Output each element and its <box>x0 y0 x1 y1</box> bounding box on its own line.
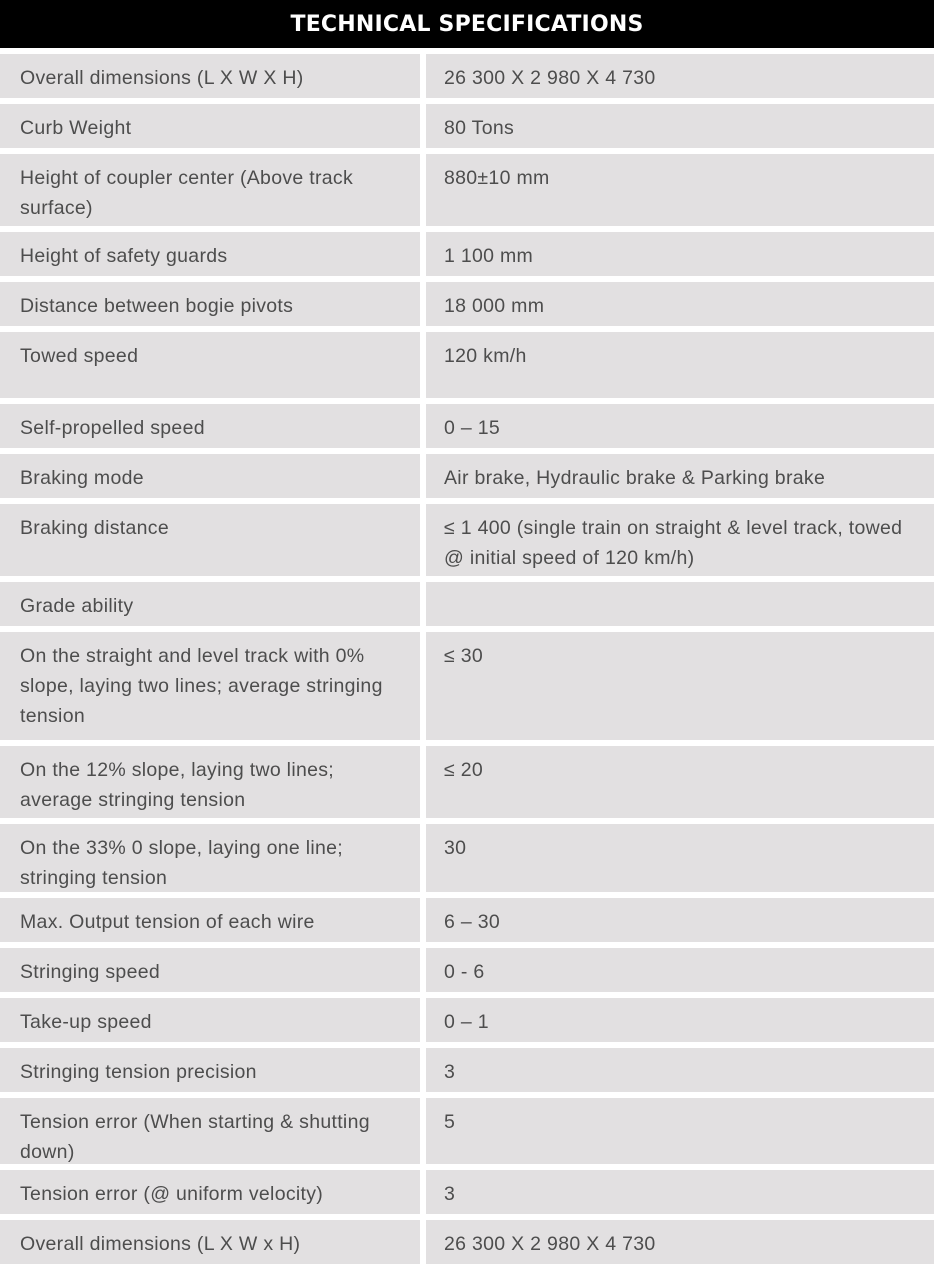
spec-label: Height of safety guards <box>0 232 420 276</box>
spec-value: 0 - 6 <box>426 948 934 992</box>
table-row <box>0 404 934 448</box>
table-row <box>0 54 934 98</box>
spec-label: Overall dimensions (L X W x H) <box>0 1220 420 1264</box>
spec-value: 6 – 30 <box>426 898 934 942</box>
spec-value: 26 300 X 2 980 X 4 730 <box>426 1220 934 1264</box>
spec-value: 26 300 X 2 980 X 4 730 <box>426 54 934 98</box>
spec-value: 30 <box>426 824 934 892</box>
table-row <box>0 1220 934 1264</box>
table-row <box>0 824 934 892</box>
table-row <box>0 1098 934 1164</box>
spec-label: Overall dimensions (L X W X H) <box>0 54 420 98</box>
spec-value: 880±10 mm <box>426 154 934 226</box>
table-row <box>0 632 934 740</box>
spec-label: Height of coupler center (Above track surface) <box>0 154 420 226</box>
spec-value: 120 km/h <box>426 332 934 398</box>
spec-label: Max. Output tension of each wire <box>0 898 420 942</box>
spec-label: On the 33% 0 slope, laying one line; stringing tension <box>0 824 420 892</box>
table-row <box>0 582 934 626</box>
table-row <box>0 1048 934 1092</box>
table-row <box>0 998 934 1042</box>
spec-value: 0 – 15 <box>426 404 934 448</box>
spec-value: 3 <box>426 1048 934 1092</box>
spec-label: Tension error (When starting & shutting down) <box>0 1098 420 1164</box>
spec-value <box>426 582 934 626</box>
spec-table <box>0 54 934 1264</box>
spec-label: Braking distance <box>0 504 420 576</box>
table-row <box>0 154 934 226</box>
spec-value: 5 <box>426 1098 934 1164</box>
spec-label: Braking mode <box>0 454 420 498</box>
spec-value: ≤ 20 <box>426 746 934 818</box>
table-row <box>0 898 934 942</box>
spec-value: 3 <box>426 1170 934 1214</box>
spec-value: ≤ 1 400 (single train on straight & level track, towed @ initial speed of 120 km/h) <box>426 504 934 576</box>
spec-label: Grade ability <box>0 582 420 626</box>
table-row <box>0 454 934 498</box>
spec-value: ≤ 30 <box>426 632 934 740</box>
table-row <box>0 282 934 326</box>
spec-label: On the 12% slope, laying two lines; average stringing tension <box>0 746 420 818</box>
spec-label: Towed speed <box>0 332 420 398</box>
table-row <box>0 104 934 148</box>
spec-label: Stringing speed <box>0 948 420 992</box>
table-row <box>0 332 934 398</box>
table-row <box>0 232 934 276</box>
table-row <box>0 1170 934 1214</box>
spec-value: 0 – 1 <box>426 998 934 1042</box>
spec-label: Distance between bogie pivots <box>0 282 420 326</box>
spec-value: 80 Tons <box>426 104 934 148</box>
spec-label: Curb Weight <box>0 104 420 148</box>
spec-value: 18 000 mm <box>426 282 934 326</box>
table-row <box>0 948 934 992</box>
spec-value: 1 100 mm <box>426 232 934 276</box>
spec-label: Stringing tension precision <box>0 1048 420 1092</box>
table-row <box>0 504 934 576</box>
spec-label: Take-up speed <box>0 998 420 1042</box>
table-row <box>0 746 934 818</box>
spec-label: Tension error (@ uniform velocity) <box>0 1170 420 1214</box>
spec-label: On the straight and level track with 0% slope, laying two lines; average stringing tension <box>0 632 420 740</box>
spec-value: Air brake, Hydraulic brake & Parking brake <box>426 454 934 498</box>
spec-table-title: TECHNICAL SPECIFICATIONS <box>0 0 934 48</box>
spec-label: Self-propelled speed <box>0 404 420 448</box>
